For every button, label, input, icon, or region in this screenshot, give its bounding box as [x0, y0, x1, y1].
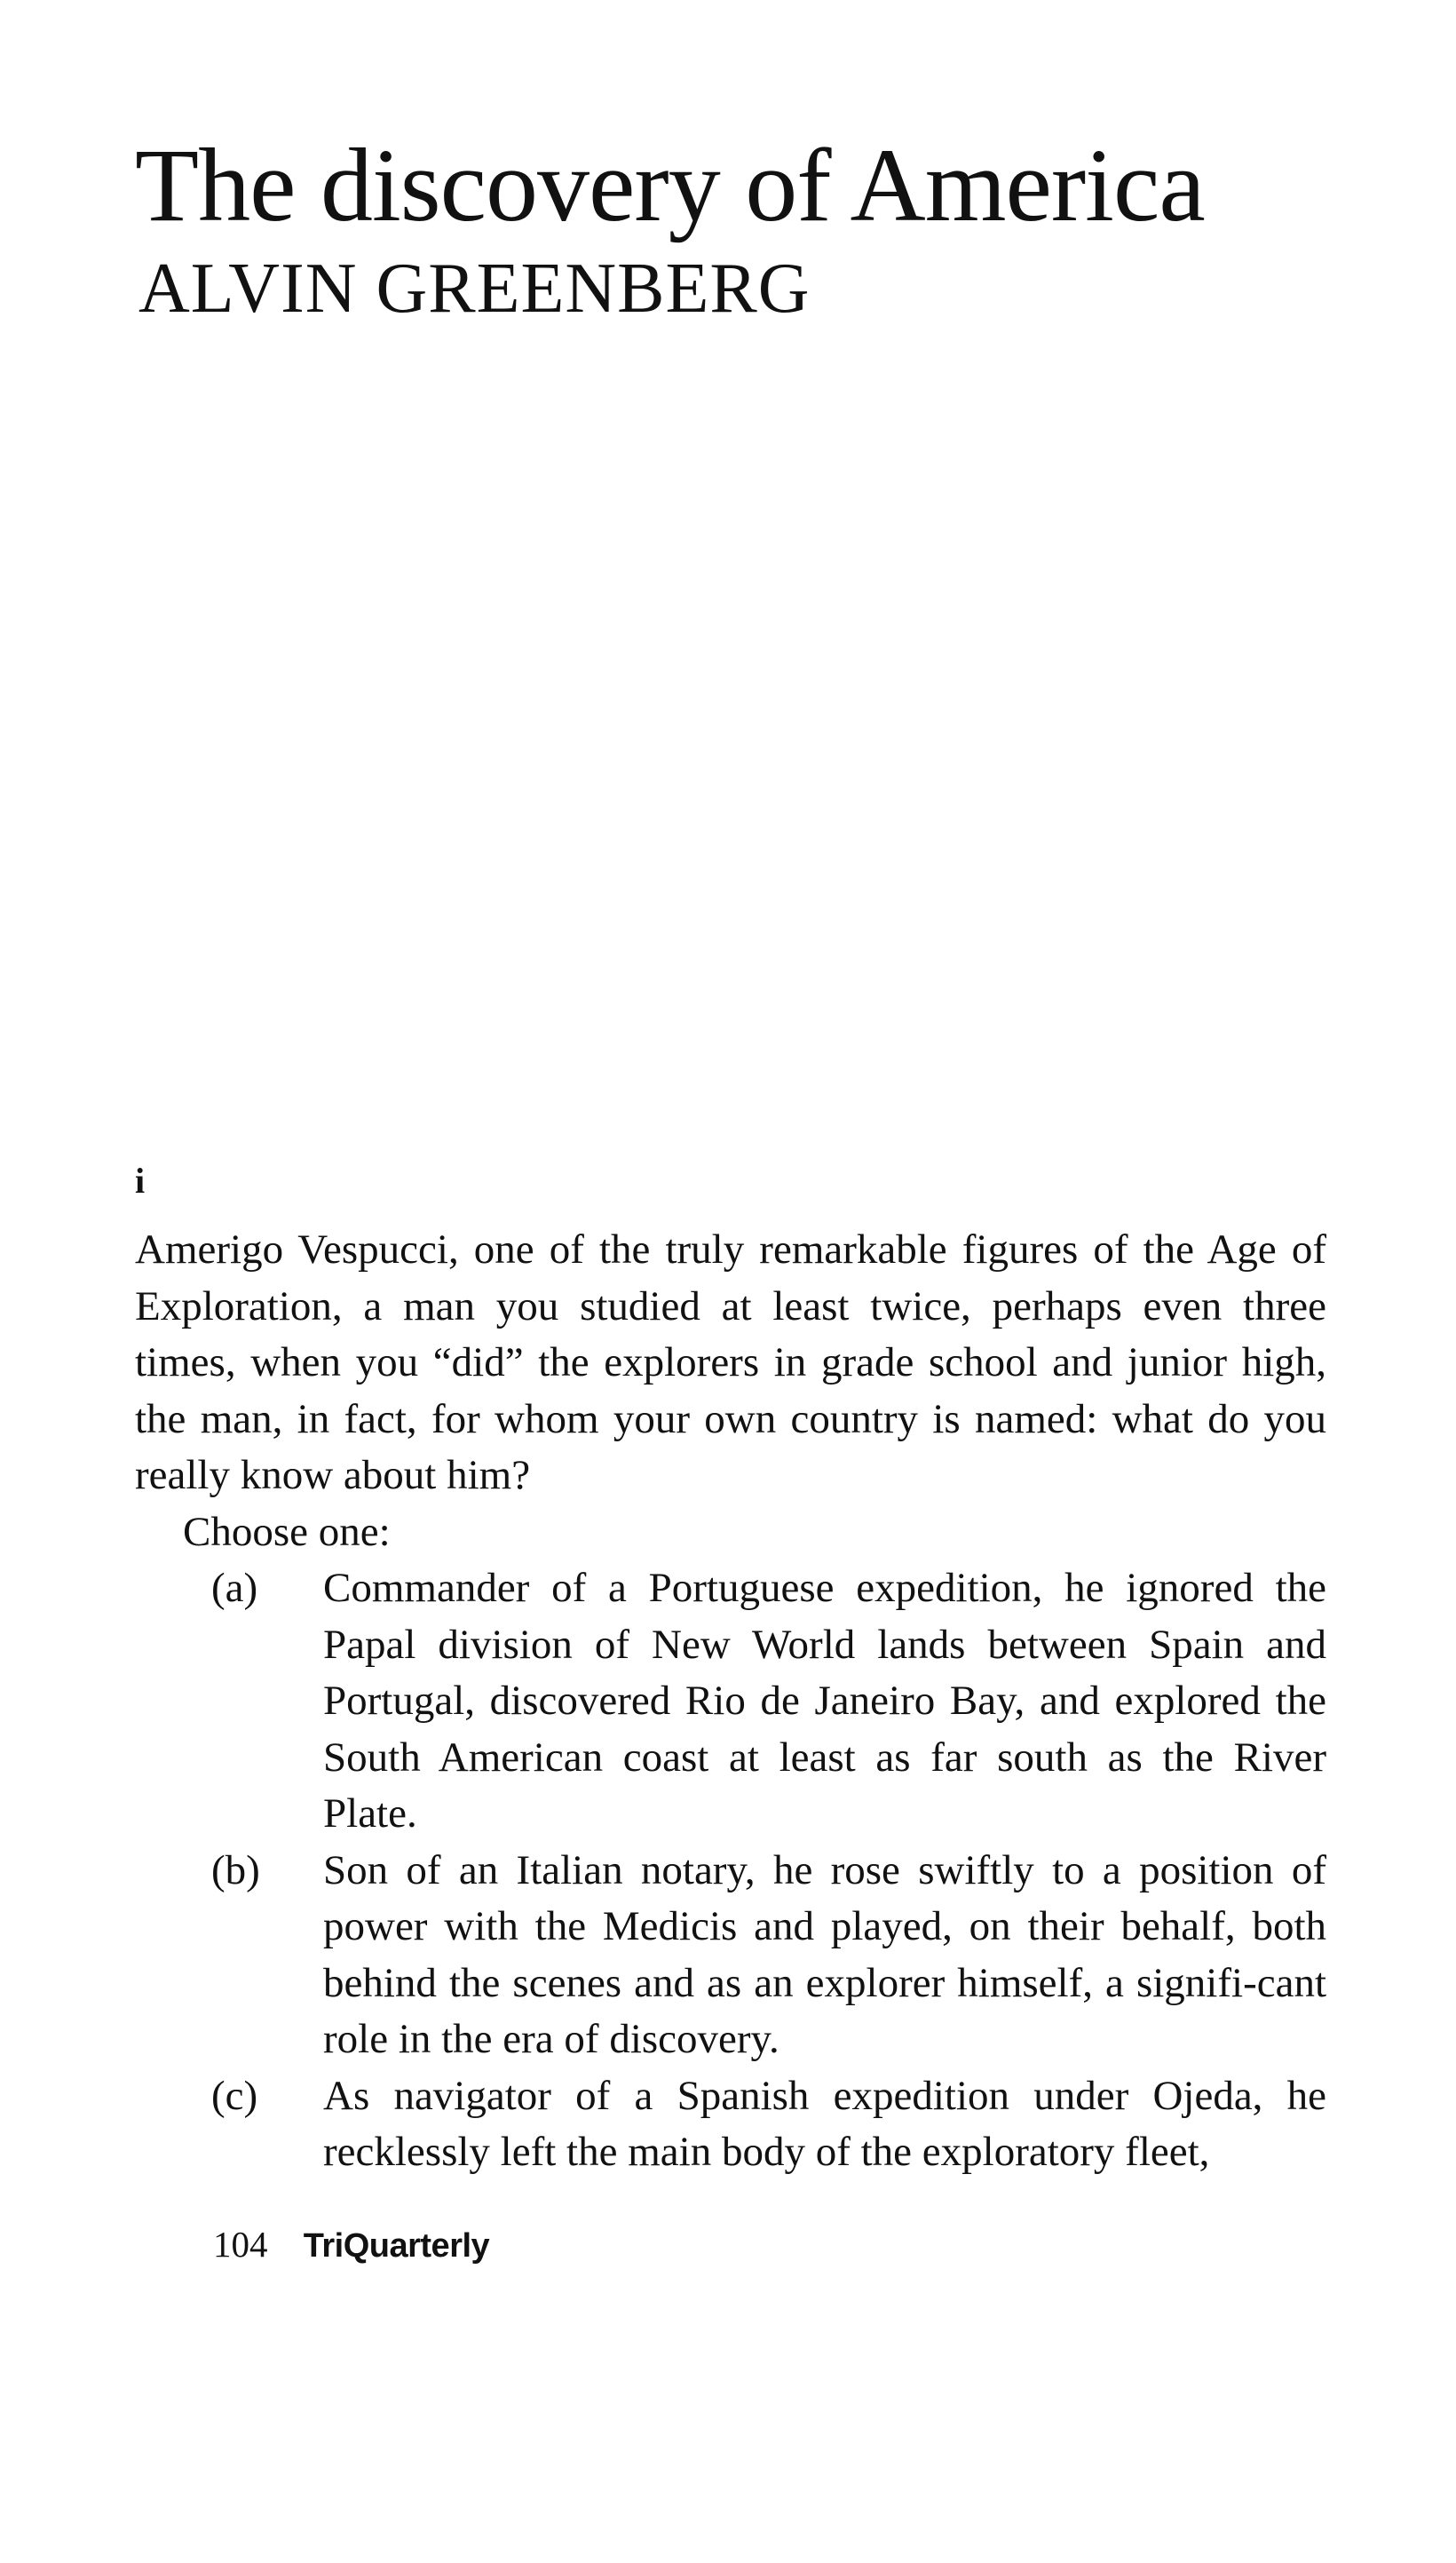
- answer-option-b: [135, 1843, 1326, 2068]
- option-label: (b): [211, 1846, 260, 1893]
- choose-prompt: Choose one:: [183, 1508, 391, 1555]
- option-text: Son of an Italian notary, he rose swiftly to a position of power with the Medicis and played, on their behalf, both behind the scenes and as an explorer himself, a signifi-cant role in the era of discovery.: [323, 1846, 1326, 2062]
- journal-name: TriQuarterly: [303, 2227, 490, 2265]
- section-marker: i: [135, 1161, 146, 1201]
- option-text: Commander of a Portuguese expedition, he ignored the Papal division of New World lands between Spain and Portugal, discovered Rio de Janeiro Bay, and explored the South American coast at least as far south as the River Plate.: [323, 1565, 1326, 1837]
- page-number: 104: [213, 2224, 268, 2265]
- answer-option-a: [135, 1560, 1326, 1843]
- article-title: The discovery of America: [135, 127, 1205, 243]
- article-author: ALVIN GREENBERG: [138, 250, 811, 328]
- option-label: (c): [211, 2072, 258, 2119]
- answer-option-c: [135, 2068, 1326, 2181]
- intro-paragraph: Amerigo Vespucci, one of the truly remarkable figures of the Age of Exploration, a man you studied at least twice, perhaps even three times, when you “did” the explorers in grade school and junior high, the man, in fact, for whom your own country is named: what do you really know about him?: [135, 1226, 1326, 1498]
- answer-options: [135, 1560, 1326, 2181]
- option-text: As navigator of a Spanish expedition under Ojeda, he recklessly left the main body of the exploratory fleet,: [323, 2072, 1326, 2175]
- option-label: (a): [211, 1565, 258, 1611]
- article-body: [135, 1222, 1326, 2181]
- page-footer: [213, 2226, 489, 2263]
